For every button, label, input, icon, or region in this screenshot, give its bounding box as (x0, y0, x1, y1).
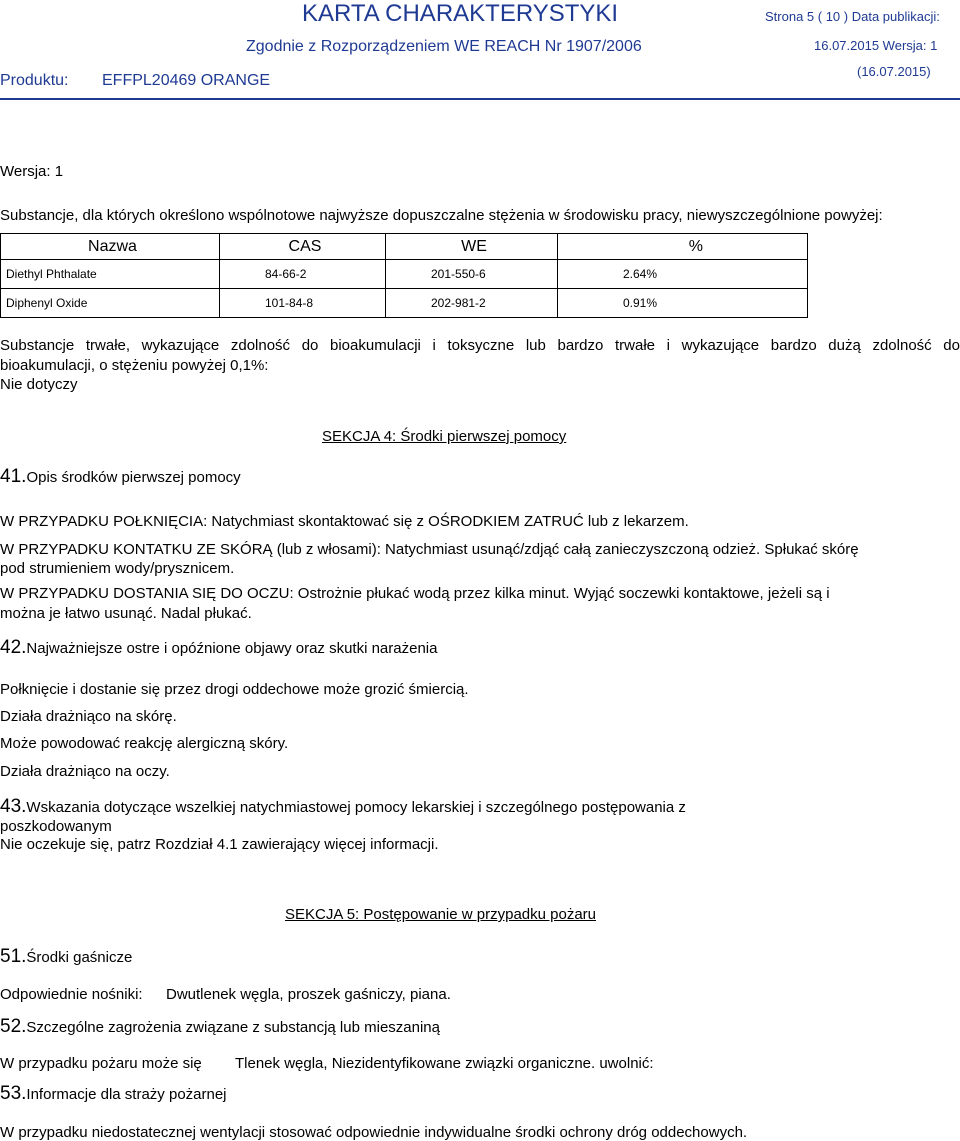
subsection-number: 52. (0, 1016, 27, 1037)
pbt-text-line2: bioakumulacji, o stężeniu powyżej 0,1%: (0, 357, 269, 374)
substances-table (0, 233, 808, 318)
first-aid-eyes-line1: W PRZYPADKU DOSTANIA SIĘ DO OCZU: Ostrożnie płukać wodą przez kilka minut. Wyjąć soczewki kontaktowe, jeżeli są i (0, 585, 830, 602)
first-aid-eyes-line2: można je łatwo usunąć. Nadal płukać. (0, 605, 252, 622)
subsection-4-3-heading (0, 796, 686, 818)
first-aid-skin-line1: W PRZYPADKU KONTATKU ZE SKÓRĄ (lub z włosami): Natychmiast usunąć/zdjąć całą zanieczyszczoną odzież. Spłukać skórę (0, 541, 859, 558)
subsection-number: 42. (0, 637, 27, 658)
fire-value: Tlenek węgla, Niezidentyfikowane związki organiczne. uwolnić: (235, 1055, 654, 1072)
subsection-number: 43. (0, 796, 27, 817)
cell-we: 201-550-6 (386, 260, 558, 289)
col-header-percent: % (558, 234, 808, 260)
cell-name: Diethyl Phthalate (1, 260, 220, 289)
document-subtitle: Zgodnie z Rozporządzeniem WE REACH Nr 1907/2006 (246, 38, 642, 55)
pbt-text-line1: Substancje trwałe, wykazujące zdolność do bioakumulacji i toksyczne lub bardzo trwałe i wykazujące bardzo dużą zdolność do (0, 337, 960, 354)
table-row (1, 260, 808, 289)
first-aid-skin-line2: pod strumieniem wody/prysznicem. (0, 560, 235, 577)
subsection-number: 51. (0, 946, 27, 967)
subsection-5-1-heading (0, 946, 132, 968)
version-date: (16.07.2015) (857, 64, 931, 79)
header-divider (0, 98, 960, 100)
subsection-4-3-text: Nie oczekuje się, patrz Rozdział 4.1 zawierający więcej informacji. (0, 836, 439, 853)
subsection-5-3-heading (0, 1083, 227, 1105)
first-aid-swallowing: W PRZYPADKU POŁKNIĘCIA: Natychmiast skontaktować się z OŚRODKIEM ZATRUĆ lub z lekarzem. (0, 513, 689, 530)
subsection-title: Środki gaśnicze (26, 949, 133, 966)
cell-name: Diphenyl Oxide (1, 289, 220, 318)
subsection-number: 41. (0, 466, 27, 487)
effect-item: Działa drażniąco na oczy. (0, 763, 170, 780)
fire-label: W przypadku pożaru może się (0, 1055, 202, 1072)
subsection-title: Szczególne zagrożenia związane z substancją lub mieszaniną (26, 1019, 440, 1036)
cell-cas: 101-84-8 (220, 289, 386, 318)
subsection-title: Opis środków pierwszej pomocy (26, 469, 241, 486)
subsection-5-2-heading (0, 1016, 440, 1038)
product-value: EFFPL20469 ORANGE (102, 72, 271, 89)
effect-item: Działa drażniąco na skórę. (0, 708, 177, 725)
cell-we: 202-981-2 (386, 289, 558, 318)
subsection-4-2-heading (0, 637, 437, 659)
pbt-value: Nie dotyczy (0, 376, 78, 393)
section-4-title: SEKCJA 4: Środki pierwszej pomocy (322, 428, 567, 445)
version-label: Wersja: 1 (0, 163, 64, 180)
table-header-row (1, 234, 808, 260)
col-header-name: Nazwa (1, 234, 220, 260)
section-5-title: SEKCJA 5: Postępowanie w przypadku pożaru (285, 906, 597, 923)
subsection-title: Najważniejsze ostre i opóźnione objawy oraz skutki narażenia (26, 640, 438, 657)
table-row (1, 289, 808, 318)
product-label: Produktu: (0, 72, 69, 89)
subsection-title: Wskazania dotyczące wszelkiej natychmiastowej pomocy lekarskiej i szczególnego postępowania z (26, 799, 686, 816)
effect-item: Może powodować reakcję alergiczną skóry. (0, 735, 289, 752)
cell-percent: 0.91% (558, 289, 808, 318)
subsection-4-3-title-cont: poszkodowanym (0, 818, 112, 835)
subsection-title: Informacje dla straży pożarnej (26, 1086, 227, 1103)
media-value: Dwutlenek węgla, proszek gaśniczy, piana. (166, 986, 451, 1003)
subsection-number: 53. (0, 1083, 27, 1104)
cell-cas: 84-66-2 (220, 260, 386, 289)
publication-date-version: 16.07.2015 Wersja: 1 (814, 38, 938, 53)
cell-percent: 2.64% (558, 260, 808, 289)
substances-intro: Substancje, dla których określono wspólnotowe najwyższe dopuszczalne stężenia w środowisku pracy, niewyszczególnione powyżej: (0, 207, 883, 224)
col-header-cas: CAS (220, 234, 386, 260)
subsection-4-1-heading (0, 466, 241, 488)
page-info: Strona 5 ( 10 ) Data publikacji: (765, 9, 940, 24)
media-label: Odpowiednie nośniki: (0, 986, 143, 1003)
col-header-we: WE (386, 234, 558, 260)
effect-item: Połknięcie i dostanie się przez drogi oddechowe może grozić śmiercią. (0, 681, 469, 698)
subsection-5-3-text: W przypadku niedostatecznej wentylacji stosować odpowiednie indywidualne środki ochrony dróg oddechowych. (0, 1124, 748, 1141)
document-title: KARTA CHARAKTERYSTYKI (302, 0, 619, 27)
